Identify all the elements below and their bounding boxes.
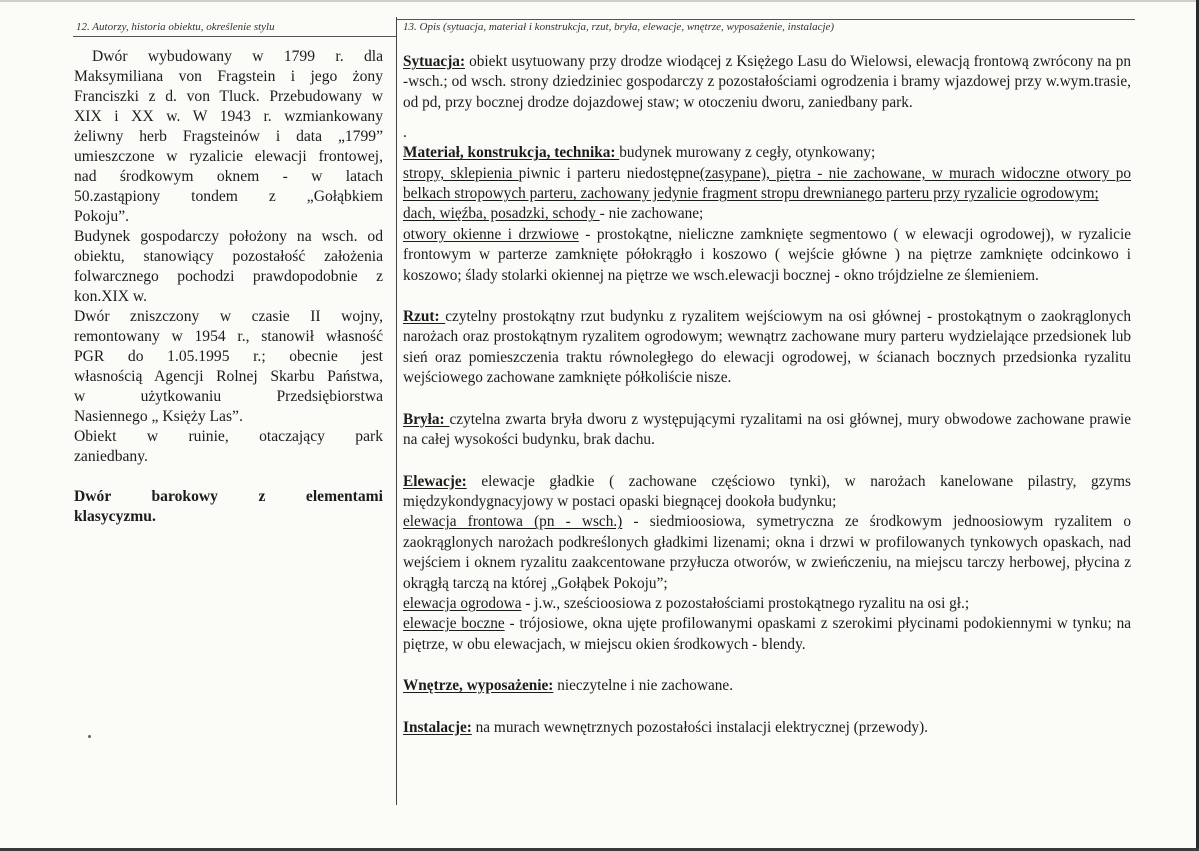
scan-speck bbox=[88, 735, 91, 738]
instalacje-text: na murach wewnętrznych pozostałości instalacji elektrycznej (przewody). bbox=[471, 718, 928, 736]
material-stropy bbox=[403, 164, 1131, 205]
spacer bbox=[403, 113, 1131, 123]
elewacje-text: elewacje gładkie ( zachowane częściowo tynki), w narożach kanelowane pilastry, gzyms międzykondygnacyjowy w postaci opaski biegnącej dookoła budynku; bbox=[403, 472, 1131, 510]
history-line: Budynek gospodarczy położony na wsch. od bbox=[74, 228, 383, 245]
style-line: klasycyzmu. bbox=[74, 508, 156, 525]
spacer bbox=[403, 451, 1131, 472]
material-heading: Materiał, konstrukcja, technika: bbox=[403, 144, 620, 162]
history-line: 50.zastąpiony tondem z „Gołąbkiem bbox=[74, 188, 383, 205]
history-line: Franciszki z d. von Tluck. Przebudowany w bbox=[74, 88, 383, 105]
elewacje-paragraph bbox=[403, 472, 1131, 513]
section-13-header: 13. Opis (sytuacja, materiał i konstrukcja, rzut, bryła, elewacje, wnętrze, wyposażenie, instalacje) bbox=[403, 21, 835, 33]
style-line: Dwór barokowy z elementami bbox=[74, 488, 383, 505]
stropy-label: stropy, sklepienia bbox=[403, 164, 519, 182]
elewacja-ogrodowa bbox=[403, 594, 1131, 614]
history-line: w użytkowaniu Przedsiębiorstwa bbox=[74, 388, 383, 405]
history-line: Dwór zniszczony w czasie II wojny, bbox=[74, 308, 383, 325]
history-line: XIX i XX w. W 1943 r. wzmiankowany bbox=[74, 108, 383, 125]
wnetrze-paragraph bbox=[403, 676, 1131, 696]
elewacja-ogrodowa-text: - j.w., sześcioosiowa z pozostałościami prostokątnego ryzalitu na osi gł.; bbox=[521, 594, 970, 612]
material-dach bbox=[403, 204, 1131, 224]
stropy-text-underlined: (zasypane), piętra - nie zachowane, w murach widoczne otwory po belkach stropowych parteru, zachowany jedynie fragment stropu drewnianego parteru przy ryzalicie ogrodowym; bbox=[403, 164, 1132, 203]
elewacje-boczne-text: - trójosiowe, okna ujęte profilowanymi opaskami z szerokimi płycinami podokiennymi w tynku; na piętrze, w obu elewacjach, w miejscu okien środkowych - blendy. bbox=[403, 615, 1132, 653]
bryla-paragraph bbox=[403, 410, 1131, 451]
column-divider bbox=[396, 17, 397, 805]
instalacje-paragraph bbox=[403, 718, 1131, 738]
header-rule-right bbox=[397, 19, 1135, 20]
spacer bbox=[74, 467, 383, 487]
spacer bbox=[403, 697, 1131, 718]
history-line: kon.XIX w. bbox=[74, 288, 148, 305]
history-line: Dwór wybudowany w 1799 r. dla bbox=[92, 48, 383, 65]
stropy-text: piwnic i parteru niedostępne bbox=[518, 164, 700, 182]
history-line: Nasiennego „ Księży Las”. bbox=[74, 408, 243, 425]
material-otwory bbox=[403, 225, 1131, 286]
history-section bbox=[74, 47, 383, 527]
header-rule-left bbox=[73, 36, 396, 37]
bryla-text: czytelna zwarta bryła dworu z występującymi ryzalitami na osi głównej, mury obwodowe zachowane prawie na całej wysokości budynku, brak dachu. bbox=[403, 410, 1131, 449]
otwory-label: otwory okienne i drzwiowe bbox=[403, 225, 579, 243]
history-line: PGR do 1.05.1995 r.; obecnie jest bbox=[74, 348, 383, 365]
stray-dot: . bbox=[403, 124, 407, 142]
sytuacja-heading: Sytuacja: bbox=[403, 53, 466, 70]
elewacje-boczne bbox=[403, 614, 1131, 655]
description-section bbox=[403, 52, 1131, 738]
history-line: Pokoju”. bbox=[74, 208, 130, 225]
spacer bbox=[403, 286, 1131, 307]
history-line: obiektu, stanowiący pozostałość założenia bbox=[74, 248, 383, 265]
otwory-text: - prostokątne, nieliczne zamknięte segmentowo ( w elewacji ogrodowej), w ryzalicie frontowym w parterze zamknięte półokrągło i koszowo ( wejście główne ) na piętrze zamknięte odcinkowo i koszowo; ślady stolarki okiennej na piętrze we wsch.elewacji bocznej - okno trójdzielne ze ślemieniem. bbox=[403, 225, 1131, 284]
history-line: Obiekt w ruinie, otaczający park bbox=[74, 428, 383, 445]
history-line: Maksymiliana von Fragstein i jego żony bbox=[74, 68, 383, 85]
wnetrze-heading: Wnętrze, wyposażenie: bbox=[403, 677, 554, 695]
section-12-header: 12. Autorzy, historia obiektu, określenie stylu bbox=[76, 21, 275, 33]
elewacja-frontowa-label: elewacja frontowa (pn - wsch.) bbox=[403, 513, 623, 531]
history-line: nad środkowym oknem - w latach bbox=[74, 168, 383, 185]
bryla-heading: Bryła: bbox=[403, 410, 450, 428]
sytuacja-paragraph bbox=[403, 52, 1131, 113]
dach-label: dach, więźba, posadzki, schody bbox=[403, 205, 600, 223]
sytuacja-text: obiekt usytuowany przy drodze wiodącej z Księżego Lasu do Wielowsi, elewacją frontową zwrócony na pn -wsch.; od wsch. strony dziedziniec gospodarczy z pozostałościami ogrodzenia i bramy wjazdowej przy w.wym.trasie, od pd, przy bocznej drodze dojazdowej staw; w otoczeniu dworu, zaniedbany park. bbox=[403, 53, 1131, 111]
elewacje-boczne-label: elewacje boczne bbox=[403, 615, 505, 633]
rzut-heading: Rzut: bbox=[403, 308, 446, 326]
dach-text: - nie zachowane; bbox=[599, 205, 704, 223]
spacer bbox=[403, 389, 1131, 410]
elewacja-ogrodowa-label: elewacja ogrodowa bbox=[403, 594, 522, 612]
history-line: żeliwny herb Fragsteinów i data „1799” bbox=[74, 128, 383, 145]
material-text: budynek murowany z cegły, otynkowany; bbox=[619, 144, 876, 162]
rzut-paragraph bbox=[403, 307, 1131, 389]
wnetrze-text: nieczytelne i nie zachowane. bbox=[553, 677, 734, 695]
elewacja-frontowa-text: - siedmioosiowa, symetryczna ze środkowym jednoosiowym ryzalitem o zaokrąglonych narożach podkreślonych gładkimi lizenami; okna i drzwi w profilowanych tynkowych opaskach, nad wejściem i oknem ryzalitu zaakcentowane przyłucza otworów, w zwieńczeniu, na miejscu tarczy herbowej, płycina z okrągłą tarczą na której „Gołąbek Pokoju”; bbox=[403, 513, 1131, 592]
material-paragraph bbox=[403, 143, 1131, 163]
history-line: zaniedbany. bbox=[74, 448, 148, 465]
scan-top-edge bbox=[0, 0, 1199, 2]
instalacje-heading: Instalacje: bbox=[403, 718, 472, 736]
history-line: folwarcznego pochodzi prawdopodobnie z bbox=[74, 268, 383, 285]
history-line: własnością Agencji Rolnej Skarbu Państwa, bbox=[74, 368, 383, 385]
history-line: umieszczone w ryzalicie elewacji frontowej, bbox=[74, 148, 383, 165]
rzut-text: czytelny prostokątny rzut budynku z ryzalitem wejściowym na osi głównej - prostokątnym o zaokrąglonych narożach oraz prostokątnym ryzalitem ogrodowym; wewnątrz zachowane mury parteru wydzielające przedsionek lub sień oraz pomieszczenia traktu równoległego do elewacji ogrodowej, w ścianach bocznych przedsionka ryzalitu wejściowego zachowane zamknięte półkoliście nisze. bbox=[403, 308, 1131, 387]
elewacja-frontowa bbox=[403, 512, 1131, 594]
spacer bbox=[403, 655, 1131, 676]
history-line: remontowany w 1954 r., stanowił własność bbox=[74, 328, 383, 345]
elewacje-heading: Elewacje: bbox=[403, 472, 467, 490]
